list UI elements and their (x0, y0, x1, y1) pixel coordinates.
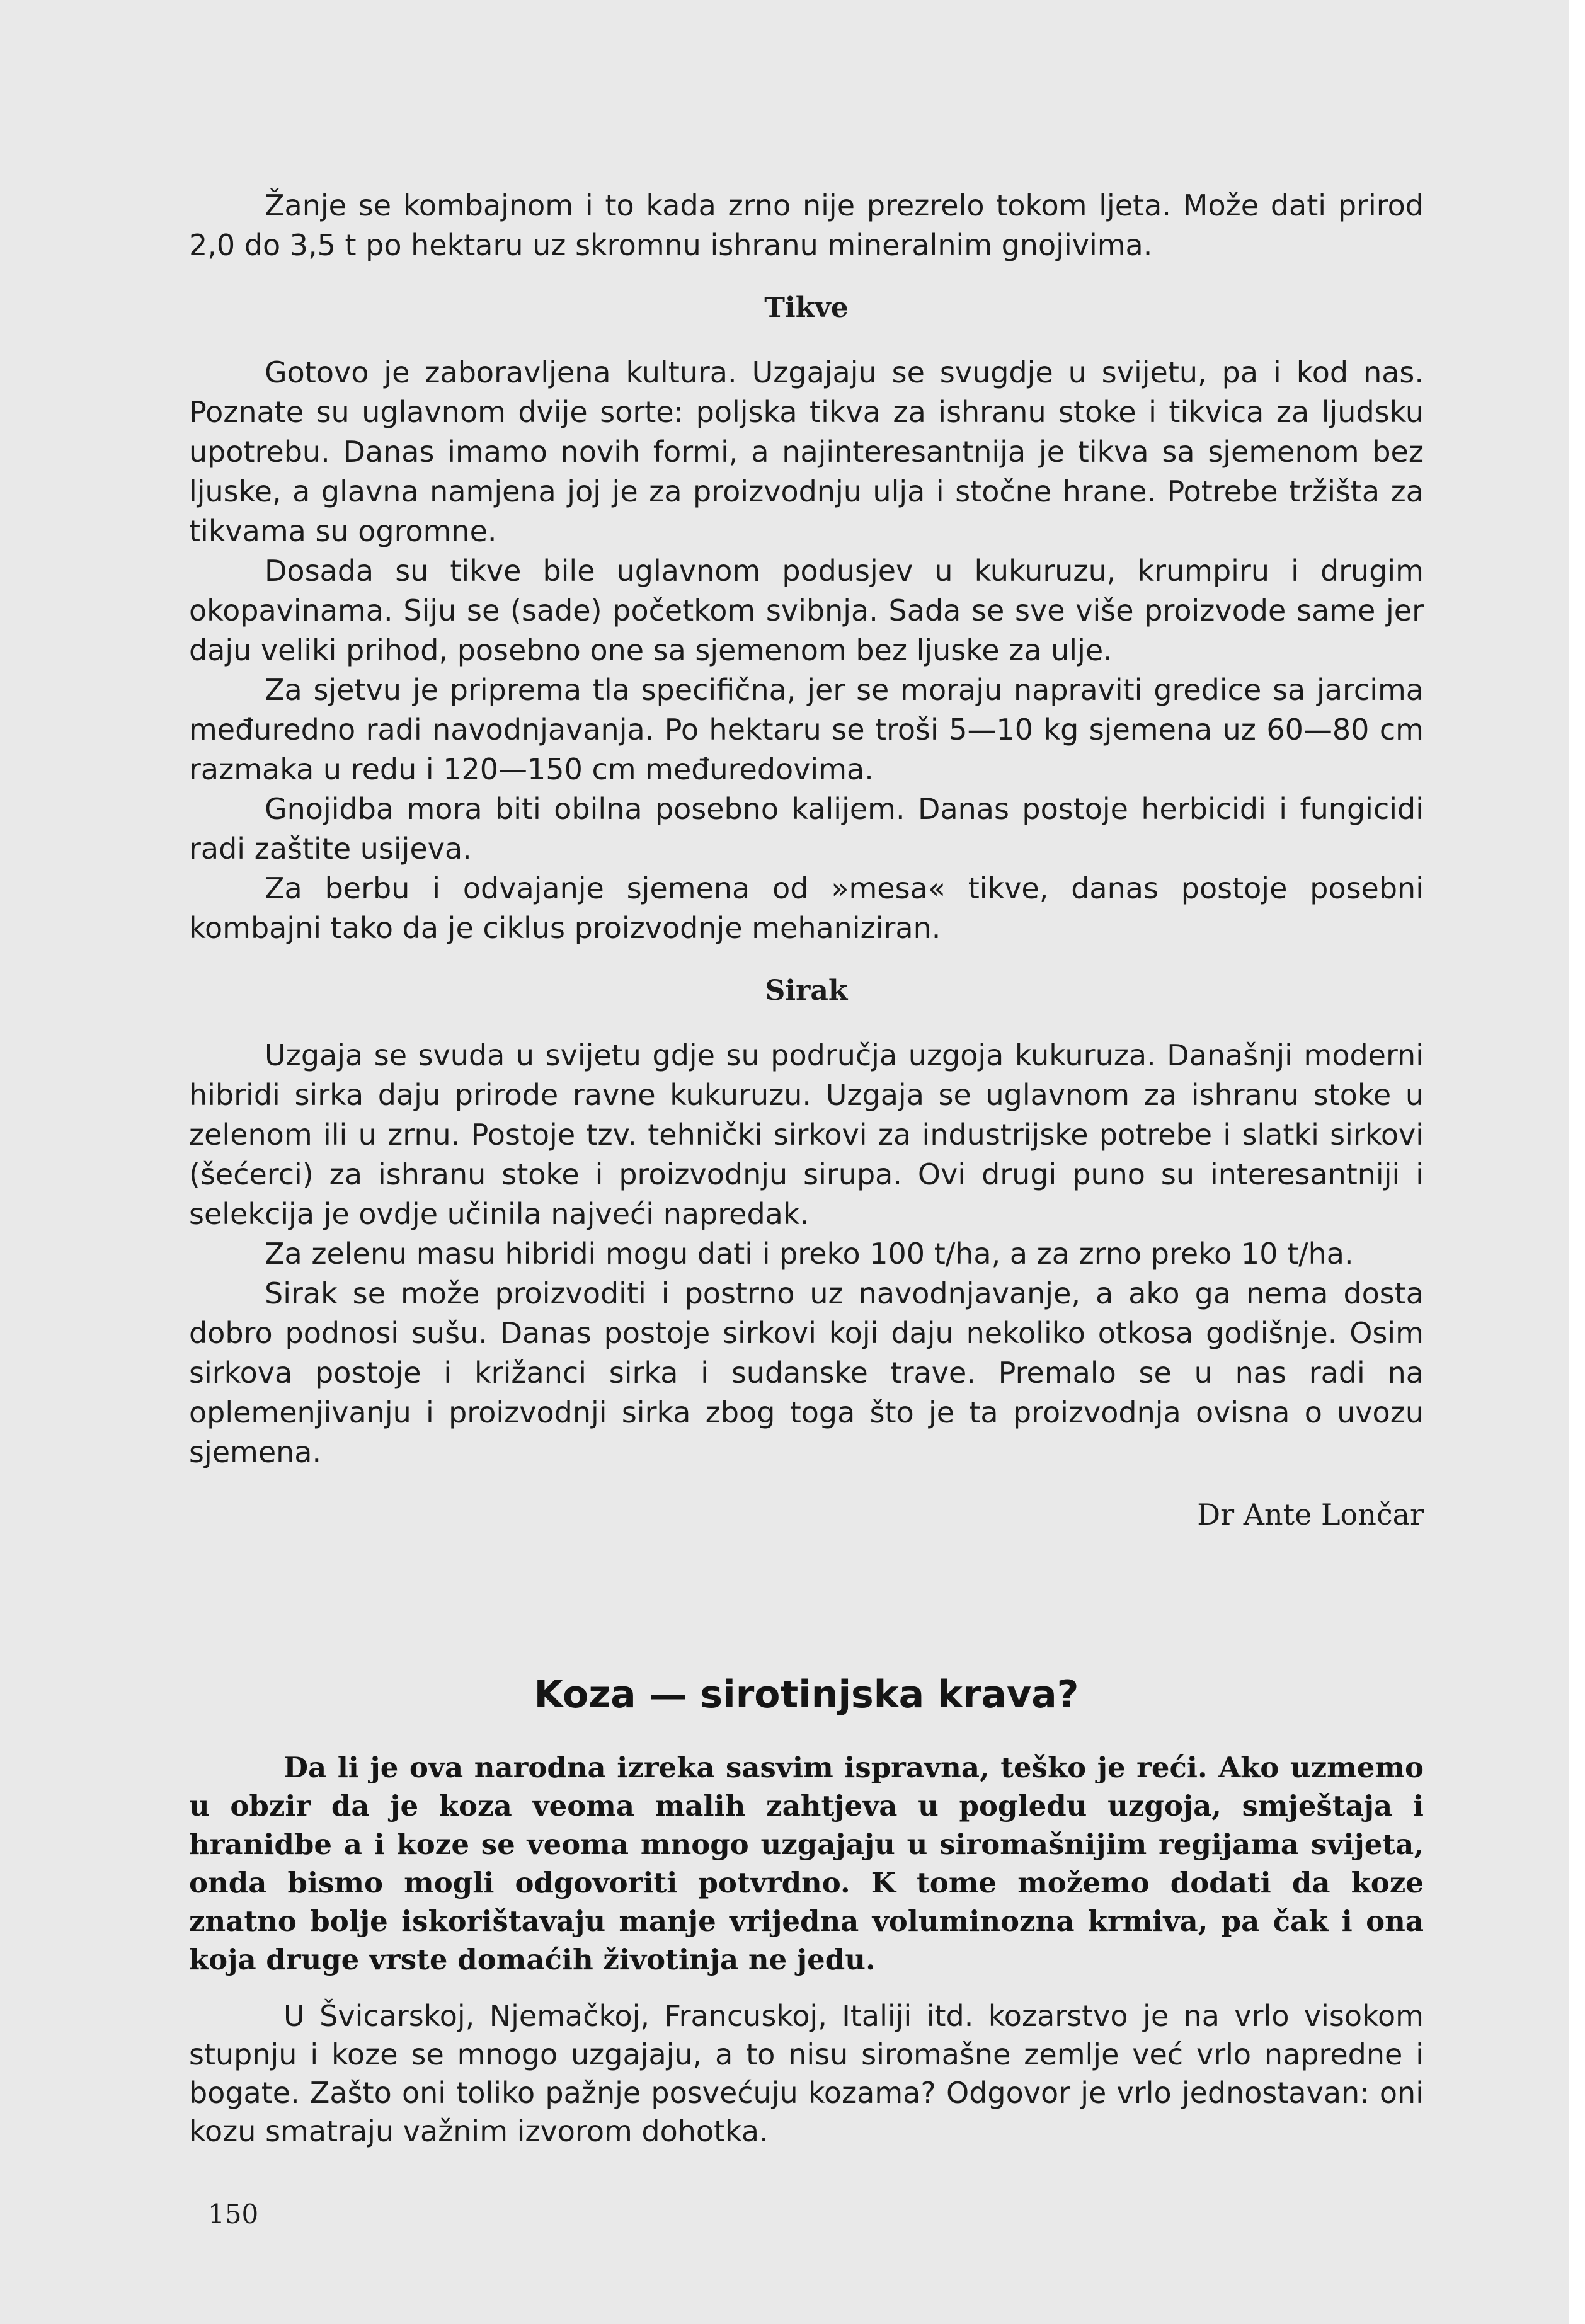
sirak-paragraph: Uzgaja se svuda u svijetu gdje su područja uzgoja kukuruza. Današnji moderni hibridi sirka daju prirode ravne kukuruzu. Uzgaja se uglavnom za ishranu stoke u zelenom ili u zrnu. Postoje tzv. tehnički sirkovi za industrijske potrebe i slatki sirkovi (šećerci) za ishranu stoke i proizvodnju sirupa. Ovi drugi puno su interesantniji i selekcija je ovdje učinila najveći napredak. (189, 1038, 1424, 1231)
article-lead: Da li je ova narodna izreka sasvim ispravna, teško je reći. Ako uzmemo u obzir da je koza veoma malih zahtjeva u pogledu uzgoja, smještaja i hranidbe a i koze se veoma mnogo uzgajaju u siromašnijim regijama svijeta, onda bismo mogli odgovoriti potvrdno. K tome možemo dodati da koze znatno bolje iskorištavaju manje vrijedna voluminozna krmiva, pa čak i ona koja druge vrste domaćih životinja ne jedu. (189, 1751, 1424, 1976)
tikve-paragraph: Dosada su tikve bile uglavnom podusjev u kukuruzu, krumpiru i drugim okopavinama. Siju se (sade) početkom svibnja. Sada se sve više proizvode same jer daju veliki prihod, posebno one sa sjemenom bez ljuske za ulje. (189, 554, 1424, 667)
article-continuation (189, 186, 1424, 1535)
tikve-paragraph: Gotovo je zaboravljena kultura. Uzgajaju se svugdje u svijetu, pa i kod nas. Poznate su uglavnom dvije sorte: poljska tikva za ishranu stoke i tikvica za ljudsku upotrebu. Danas imamo novih formi, a najinteresantnija je tikva sa sjemenom bez ljuske, a glavna namjena joj je za proizvodnju ulja i stočne hrane. Potrebe tržišta za tikvama su ogromne. (189, 355, 1424, 548)
article-body-paragraph: U Švicarskoj, Njemačkoj, Francuskoj, Italiji itd. kozarstvo je na vrlo visokom stupnju i koze se mnogo uzgajaju, a to nisu siromašne zemlje već vrlo napredne i bogate. Zašto oni toliko pažnje posvećuju kozama? Odgovor je vrlo jednostavan: oni kozu smatraju važnim izvorom dohotka. (189, 1999, 1424, 2148)
sirak-paragraph: Za zelenu masu hibridi mogu dati i preko 100 t/ha, a za zrno preko 10 t/ha. (265, 1237, 1354, 1271)
sirak-heading: Sirak (765, 975, 848, 1007)
tikve-paragraph: Za berbu i odvajanje sjemena od »mesa« tikve, danas postoje posebni kombajni tako da je ciklus proizvodnje mehaniziran. (189, 871, 1424, 945)
page-edge (1569, 0, 1585, 2324)
article-title: Koza — sirotinjska krava? (534, 1673, 1079, 1717)
tikve-paragraph: Gnojidba mora biti obilna posebno kalijem. Danas postoje herbicidi i fungicidi radi zaštite usijeva. (189, 792, 1424, 866)
page-number: 150 (208, 2199, 259, 2230)
sirak-paragraph: Sirak se može proizvoditi i postrno uz navodnjavanje, a ako ga nema dosta dobro podnosi sušu. Danas postoje sirkovi koji daju nekoliko otkosa godišnje. Osim sirkova postoje i križanci sirka i sudanske trave. Premalo se u nas radi na oplemenjivanju i proizvodnji sirka zbog toga što je ta proizvodnja ovisna o uvozu sjemena. (189, 1276, 1424, 1469)
author-signature: Dr Ante Lončar (1197, 1497, 1424, 1531)
intro-paragraph: Žanje se kombajnom i to kada zrno nije prezrelo tokom ljeta. Može dati prirod 2,0 do 3,5 t po hektaru uz skromnu ishranu mineralnim gnojivima. (189, 188, 1424, 262)
tikve-heading: Tikve (764, 292, 849, 324)
tikve-paragraph: Za sjetvu je priprema tla specifična, jer se moraju napraviti gredice sa jarcima međuredno radi navodnjavanja. Po hektaru se troši 5—10 kg sjemena uz 60—80 cm razmaka u redu i 120—150 cm međuredovima. (189, 673, 1424, 786)
